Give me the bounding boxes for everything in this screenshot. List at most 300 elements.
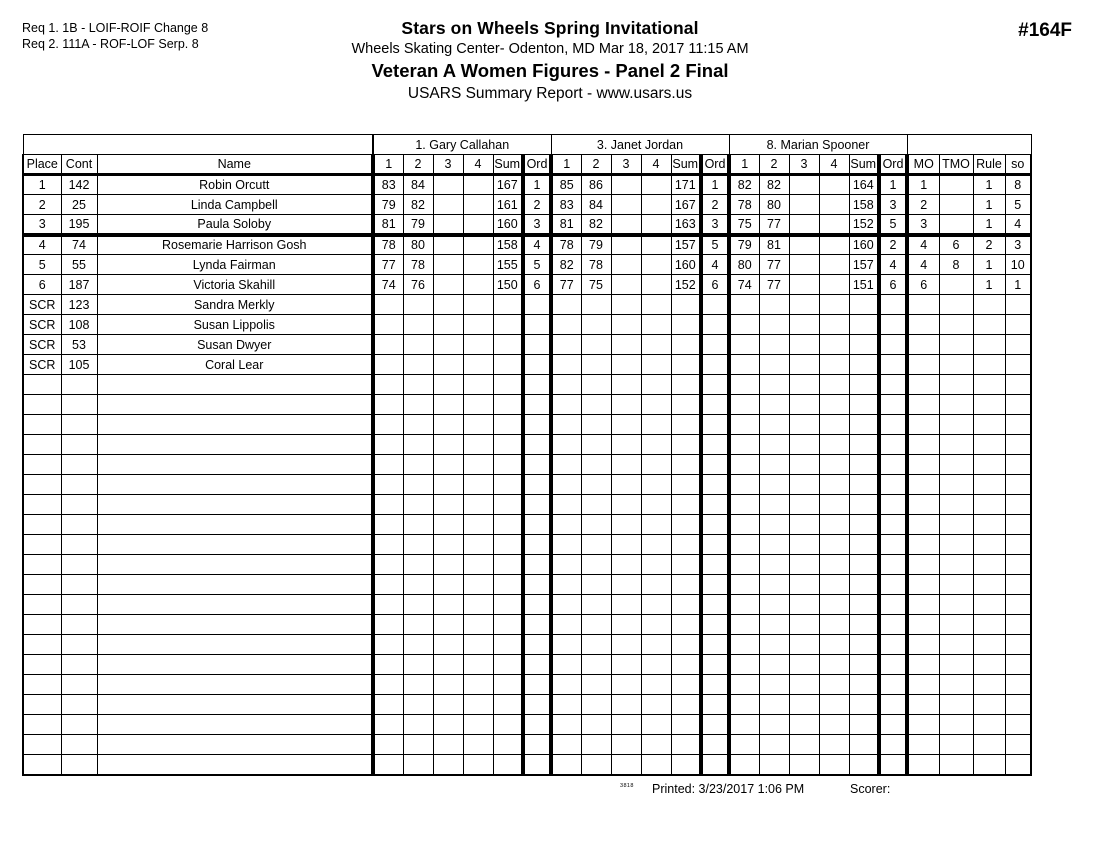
cell-so — [1005, 735, 1031, 755]
cell-judge3-ord: 5 — [879, 215, 907, 235]
cell-judge2-score4 — [641, 495, 671, 515]
cell-judge2-score1: 82 — [551, 255, 581, 275]
cell-judge2-score5 — [671, 735, 701, 755]
cell-judge2-score2 — [581, 555, 611, 575]
table-row[interactable] — [23, 335, 1031, 355]
cell-judge1-score5: 167 — [493, 175, 523, 195]
cell-judge2-score2 — [581, 715, 611, 735]
cell-judge1-score2: 82 — [403, 195, 433, 215]
cell-place — [23, 635, 61, 655]
cell-judge3-score5 — [849, 415, 879, 435]
cell-place: SCR — [23, 295, 61, 315]
cell-judge1-score1 — [373, 595, 403, 615]
cell-judge3-score4 — [819, 535, 849, 555]
cell-judge2-score5 — [671, 495, 701, 515]
cell-judge2-score2 — [581, 635, 611, 655]
cell-judge2-score4 — [641, 575, 671, 595]
cell-tmo — [939, 695, 973, 715]
cell-name — [97, 435, 373, 455]
cell-judge3-score2: 77 — [759, 215, 789, 235]
cell-mo: 3 — [907, 215, 939, 235]
cell-judge2-score1 — [551, 415, 581, 435]
cell-judge3-score4 — [819, 755, 849, 775]
cell-judge1-score2: 84 — [403, 175, 433, 195]
cell-judge2-score4 — [641, 735, 671, 755]
cell-judge2-score1: 81 — [551, 215, 581, 235]
cell-judge1-ord — [523, 455, 551, 475]
cell-cont — [61, 395, 97, 415]
cell-judge3-ord: 2 — [879, 235, 907, 255]
cell-judge3-score4 — [819, 475, 849, 495]
cell-judge3-score1 — [729, 675, 759, 695]
cell-judge2-ord — [701, 675, 729, 695]
table-row-blank[interactable] — [23, 655, 1031, 675]
cell-judge3-score4 — [819, 295, 849, 315]
cell-judge3-score3 — [789, 555, 819, 575]
cell-judge3-score4 — [819, 355, 849, 375]
column-header-row — [23, 155, 1031, 175]
cell-rule — [973, 435, 1005, 455]
cell-place — [23, 455, 61, 475]
cell-judge1-score4 — [463, 515, 493, 535]
cell-judge3-score1: 82 — [729, 175, 759, 195]
cell-judge2-score3 — [611, 275, 641, 295]
cell-judge1-score4 — [463, 295, 493, 315]
cell-judge3-score5 — [849, 475, 879, 495]
cell-judge1-score5 — [493, 415, 523, 435]
table-row-blank[interactable] — [23, 515, 1031, 535]
table-row-blank[interactable] — [23, 535, 1031, 555]
table-row-blank[interactable] — [23, 735, 1031, 755]
cell-judge3-score4 — [819, 655, 849, 675]
table-row[interactable] — [23, 195, 1031, 215]
cell-judge2-score5 — [671, 295, 701, 315]
cell-judge3-score1 — [729, 515, 759, 535]
cell-judge1-score2 — [403, 335, 433, 355]
cell-so: 8 — [1005, 175, 1031, 195]
cell-judge1-score3 — [433, 235, 463, 255]
cell-judge3-score2 — [759, 555, 789, 575]
cell-rule: 1 — [973, 255, 1005, 275]
cell-judge2-score5 — [671, 395, 701, 415]
cell-place — [23, 575, 61, 595]
cell-judge3-score5: 164 — [849, 175, 879, 195]
cell-judge3-ord — [879, 655, 907, 675]
cell-judge1-score1 — [373, 735, 403, 755]
cell-place: SCR — [23, 315, 61, 335]
cell-judge1-score4 — [463, 335, 493, 355]
cell-tmo — [939, 655, 973, 675]
cell-judge2-ord — [701, 555, 729, 575]
cell-judge3-score1 — [729, 655, 759, 675]
cell-place — [23, 555, 61, 575]
cell-judge1-ord — [523, 715, 551, 735]
cell-judge1-score5 — [493, 475, 523, 495]
table-head — [23, 135, 1031, 175]
cell-place — [23, 615, 61, 635]
header-mo: MO — [907, 155, 939, 175]
header-judge2-col4: 4 — [641, 155, 671, 175]
cell-judge2-score2 — [581, 755, 611, 775]
cell-rule: 2 — [973, 235, 1005, 255]
cell-rule — [973, 675, 1005, 695]
table-row[interactable] — [23, 235, 1031, 255]
summary-results-table — [22, 134, 1032, 776]
cell-so — [1005, 655, 1031, 675]
cell-judge2-score1 — [551, 575, 581, 595]
cell-tmo — [939, 535, 973, 555]
cell-judge2-score5 — [671, 535, 701, 555]
cell-judge2-score1 — [551, 675, 581, 695]
cell-judge1-score1 — [373, 755, 403, 775]
cell-tmo — [939, 715, 973, 735]
cell-judge2-score1 — [551, 335, 581, 355]
cell-judge3-score4 — [819, 575, 849, 595]
cell-judge1-score1 — [373, 315, 403, 335]
cell-cont: 25 — [61, 195, 97, 215]
division-title: Veteran A Women Figures - Panel 2 Final — [371, 60, 729, 81]
cell-cont — [61, 575, 97, 595]
cell-judge1-score1 — [373, 455, 403, 475]
cell-judge3-score2 — [759, 315, 789, 335]
cell-judge3-score1 — [729, 715, 759, 735]
cell-judge3-ord — [879, 575, 907, 595]
header-judge3-col2: 2 — [759, 155, 789, 175]
cell-judge2-score3 — [611, 735, 641, 755]
cell-judge1-score2 — [403, 635, 433, 655]
cell-mo: 4 — [907, 235, 939, 255]
cell-so — [1005, 555, 1031, 575]
cell-judge3-score5 — [849, 735, 879, 755]
cell-judge3-ord — [879, 615, 907, 635]
cell-cont — [61, 655, 97, 675]
cell-judge1-score4 — [463, 555, 493, 575]
cell-tmo — [939, 175, 973, 195]
cell-judge3-score2 — [759, 295, 789, 315]
cell-judge1-score1 — [373, 715, 403, 735]
cell-judge2-score1 — [551, 435, 581, 455]
cell-rule — [973, 735, 1005, 755]
cell-so: 1 — [1005, 275, 1031, 295]
cell-cont — [61, 375, 97, 395]
cell-judge1-score5 — [493, 375, 523, 395]
cell-judge1-score3 — [433, 575, 463, 595]
table-row[interactable] — [23, 315, 1031, 335]
report-subtitle: USARS Summary Report - www.usars.us — [407, 85, 693, 102]
header-judge2-col3: 3 — [611, 155, 641, 175]
cell-judge3-score1 — [729, 535, 759, 555]
cell-judge1-score1 — [373, 615, 403, 635]
cell-judge2-score4 — [641, 315, 671, 335]
printed-stamp: Printed: 3/23/2017 1:06 PM — [652, 782, 805, 796]
cell-judge3-score3 — [789, 315, 819, 335]
cell-judge3-score5 — [849, 515, 879, 535]
cell-judge1-ord: 5 — [523, 255, 551, 275]
cell-name: Victoria Skahill — [97, 275, 373, 295]
header-judge3-col3: 3 — [789, 155, 819, 175]
cell-judge1-score5: 158 — [493, 235, 523, 255]
cell-judge1-score2 — [403, 595, 433, 615]
cell-judge3-score5 — [849, 655, 879, 675]
cell-judge2-ord — [701, 495, 729, 515]
cell-place — [23, 495, 61, 515]
cell-judge1-score5 — [493, 315, 523, 335]
cell-judge1-score4 — [463, 655, 493, 675]
table-row-blank[interactable] — [23, 755, 1031, 775]
cell-judge1-score1 — [373, 335, 403, 355]
cell-place: 1 — [23, 175, 61, 195]
cell-judge1-score3 — [433, 295, 463, 315]
cell-rule — [973, 595, 1005, 615]
cell-judge2-ord — [701, 715, 729, 735]
cell-judge1-score1 — [373, 415, 403, 435]
cell-judge1-score4 — [463, 755, 493, 775]
cell-judge1-ord — [523, 755, 551, 775]
cell-cont: 108 — [61, 315, 97, 335]
table-row-blank[interactable] — [23, 415, 1031, 435]
cell-judge1-ord — [523, 675, 551, 695]
cell-judge3-score4 — [819, 175, 849, 195]
cell-name — [97, 535, 373, 555]
cell-judge2-ord — [701, 655, 729, 675]
cell-judge3-score1: 75 — [729, 215, 759, 235]
cell-mo — [907, 595, 939, 615]
header-place: Place — [23, 155, 61, 175]
cell-judge1-ord — [523, 335, 551, 355]
cell-place — [23, 595, 61, 615]
cell-judge3-score4 — [819, 375, 849, 395]
cell-rule — [973, 635, 1005, 655]
cell-judge1-score1 — [373, 555, 403, 575]
cell-rule — [973, 655, 1005, 675]
cell-judge1-score3 — [433, 175, 463, 195]
cell-judge2-score1 — [551, 695, 581, 715]
cell-judge3-score4 — [819, 635, 849, 655]
cell-judge3-score2 — [759, 515, 789, 535]
cell-judge1-ord — [523, 295, 551, 315]
table-row[interactable] — [23, 295, 1031, 315]
cell-judge3-score3 — [789, 535, 819, 555]
cell-mo — [907, 755, 939, 775]
cell-judge3-score1 — [729, 575, 759, 595]
cell-judge2-score4 — [641, 395, 671, 415]
cell-rule: 1 — [973, 215, 1005, 235]
cell-judge2-score3 — [611, 415, 641, 435]
cell-name: Sandra Merkly — [97, 295, 373, 315]
cell-judge3-ord — [879, 475, 907, 495]
cell-judge2-score2 — [581, 295, 611, 315]
cell-judge1-score4 — [463, 575, 493, 595]
table-row-blank[interactable] — [23, 575, 1031, 595]
cell-judge3-ord — [879, 755, 907, 775]
cell-judge1-score4 — [463, 235, 493, 255]
cell-judge2-score4 — [641, 215, 671, 235]
cell-judge2-score3 — [611, 375, 641, 395]
cell-judge3-score3 — [789, 295, 819, 315]
cell-judge1-score3 — [433, 355, 463, 375]
cell-judge1-score2 — [403, 575, 433, 595]
cell-so — [1005, 475, 1031, 495]
cell-judge2-ord: 4 — [701, 255, 729, 275]
cell-judge3-ord — [879, 355, 907, 375]
cell-judge2-ord: 6 — [701, 275, 729, 295]
cell-cont — [61, 675, 97, 695]
cell-judge3-score2 — [759, 415, 789, 435]
cell-judge1-score4 — [463, 375, 493, 395]
cell-judge3-score1 — [729, 615, 759, 635]
cell-place: SCR — [23, 335, 61, 355]
cell-judge3-score2 — [759, 455, 789, 475]
cell-name: Susan Dwyer — [97, 335, 373, 355]
cell-judge1-score4 — [463, 315, 493, 335]
cell-judge3-ord — [879, 675, 907, 695]
cell-place — [23, 535, 61, 555]
cell-judge3-score4 — [819, 215, 849, 235]
cell-judge2-score1: 77 — [551, 275, 581, 295]
cell-so: 3 — [1005, 235, 1031, 255]
cell-judge3-score3 — [789, 595, 819, 615]
table-row-blank[interactable] — [23, 715, 1031, 735]
header-judge1-ord: Ord — [523, 155, 551, 175]
cell-tmo — [939, 355, 973, 375]
cell-judge2-score2 — [581, 355, 611, 375]
cell-judge1-ord — [523, 655, 551, 675]
cell-judge2-score5 — [671, 335, 701, 355]
cell-judge2-score5 — [671, 715, 701, 735]
table-row-blank[interactable] — [23, 615, 1031, 635]
cell-judge1-score4 — [463, 475, 493, 495]
table-row-blank[interactable] — [23, 695, 1031, 715]
table-row-blank[interactable] — [23, 555, 1031, 575]
cell-judge2-score1 — [551, 295, 581, 315]
cell-judge3-ord — [879, 735, 907, 755]
cell-cont — [61, 455, 97, 475]
cell-cont — [61, 735, 97, 755]
report-footer — [22, 782, 1042, 802]
cell-rule: 1 — [973, 275, 1005, 295]
cell-judge1-score1 — [373, 575, 403, 595]
cell-judge1-score3 — [433, 715, 463, 735]
cell-judge2-score1 — [551, 355, 581, 375]
cell-judge1-ord — [523, 735, 551, 755]
cell-name — [97, 615, 373, 635]
cell-judge1-score1 — [373, 535, 403, 555]
table-row[interactable] — [23, 355, 1031, 375]
cell-judge2-ord — [701, 295, 729, 315]
cell-judge1-ord — [523, 395, 551, 415]
table-row-blank[interactable] — [23, 475, 1031, 495]
cell-judge2-score4 — [641, 535, 671, 555]
cell-judge3-score5 — [849, 535, 879, 555]
cell-judge3-score3 — [789, 615, 819, 635]
cell-judge3-score1 — [729, 355, 759, 375]
cell-judge1-score2: 79 — [403, 215, 433, 235]
cell-judge2-score5 — [671, 355, 701, 375]
table-row[interactable] — [23, 275, 1031, 295]
cell-judge3-score1: 74 — [729, 275, 759, 295]
cell-judge3-score3 — [789, 195, 819, 215]
cell-judge1-score5 — [493, 495, 523, 515]
cell-judge1-ord — [523, 315, 551, 335]
judge-banner-3: 8. Marian Spooner — [729, 135, 907, 155]
cell-judge3-score4 — [819, 735, 849, 755]
cell-name: Paula Soloby — [97, 215, 373, 235]
cell-judge2-score4 — [641, 675, 671, 695]
cell-judge2-score2 — [581, 615, 611, 635]
cell-judge2-ord — [701, 315, 729, 335]
cell-judge3-score4 — [819, 275, 849, 295]
table-row-blank[interactable] — [23, 395, 1031, 415]
table-row-blank[interactable] — [23, 675, 1031, 695]
table-row-blank[interactable] — [23, 455, 1031, 475]
cell-judge1-score2 — [403, 555, 433, 575]
cell-name — [97, 715, 373, 735]
cell-judge3-score5 — [849, 295, 879, 315]
table-row[interactable] — [23, 215, 1031, 235]
cell-judge3-score3 — [789, 575, 819, 595]
cell-tmo — [939, 415, 973, 435]
table-row[interactable] — [23, 175, 1031, 195]
cell-judge3-score3 — [789, 715, 819, 735]
cell-judge1-score2 — [403, 615, 433, 635]
cell-judge1-ord — [523, 515, 551, 535]
cell-judge2-score5 — [671, 435, 701, 455]
header-judge2-col1: 1 — [551, 155, 581, 175]
table-row-blank[interactable] — [23, 635, 1031, 655]
cell-judge1-score5 — [493, 335, 523, 355]
cell-judge2-score3 — [611, 195, 641, 215]
cell-judge1-ord: 6 — [523, 275, 551, 295]
cell-judge1-score1 — [373, 375, 403, 395]
table-row-blank[interactable] — [23, 595, 1031, 615]
cell-judge3-score1 — [729, 395, 759, 415]
cell-judge2-score4 — [641, 335, 671, 355]
cell-judge1-score3 — [433, 395, 463, 415]
cell-rule — [973, 515, 1005, 535]
cell-name — [97, 395, 373, 415]
cell-judge3-ord: 1 — [879, 175, 907, 195]
cell-mo — [907, 475, 939, 495]
cell-judge1-score3 — [433, 475, 463, 495]
cell-judge2-score3 — [611, 315, 641, 335]
cell-judge2-score5 — [671, 475, 701, 495]
cell-judge3-score3 — [789, 755, 819, 775]
table-row-blank[interactable] — [23, 495, 1031, 515]
cell-judge3-score3 — [789, 735, 819, 755]
cell-judge3-score3 — [789, 435, 819, 455]
cell-judge1-ord — [523, 355, 551, 375]
cell-judge2-score1 — [551, 455, 581, 475]
cell-judge3-score4 — [819, 715, 849, 735]
cell-judge1-score2 — [403, 295, 433, 315]
cell-judge2-ord — [701, 635, 729, 655]
cell-judge2-score2 — [581, 375, 611, 395]
cell-judge3-score5: 158 — [849, 195, 879, 215]
table-row-blank[interactable] — [23, 375, 1031, 395]
table-row-blank[interactable] — [23, 435, 1031, 455]
cell-judge3-score5 — [849, 335, 879, 355]
cell-judge3-score3 — [789, 235, 819, 255]
cell-judge1-score3 — [433, 275, 463, 295]
cell-judge2-score3 — [611, 215, 641, 235]
cell-judge2-score4 — [641, 595, 671, 615]
cell-judge2-score4 — [641, 555, 671, 575]
cell-judge1-score5 — [493, 695, 523, 715]
cell-judge1-score2 — [403, 495, 433, 515]
table-row[interactable] — [23, 255, 1031, 275]
cell-judge1-score3 — [433, 415, 463, 435]
cell-judge2-score4 — [641, 255, 671, 275]
